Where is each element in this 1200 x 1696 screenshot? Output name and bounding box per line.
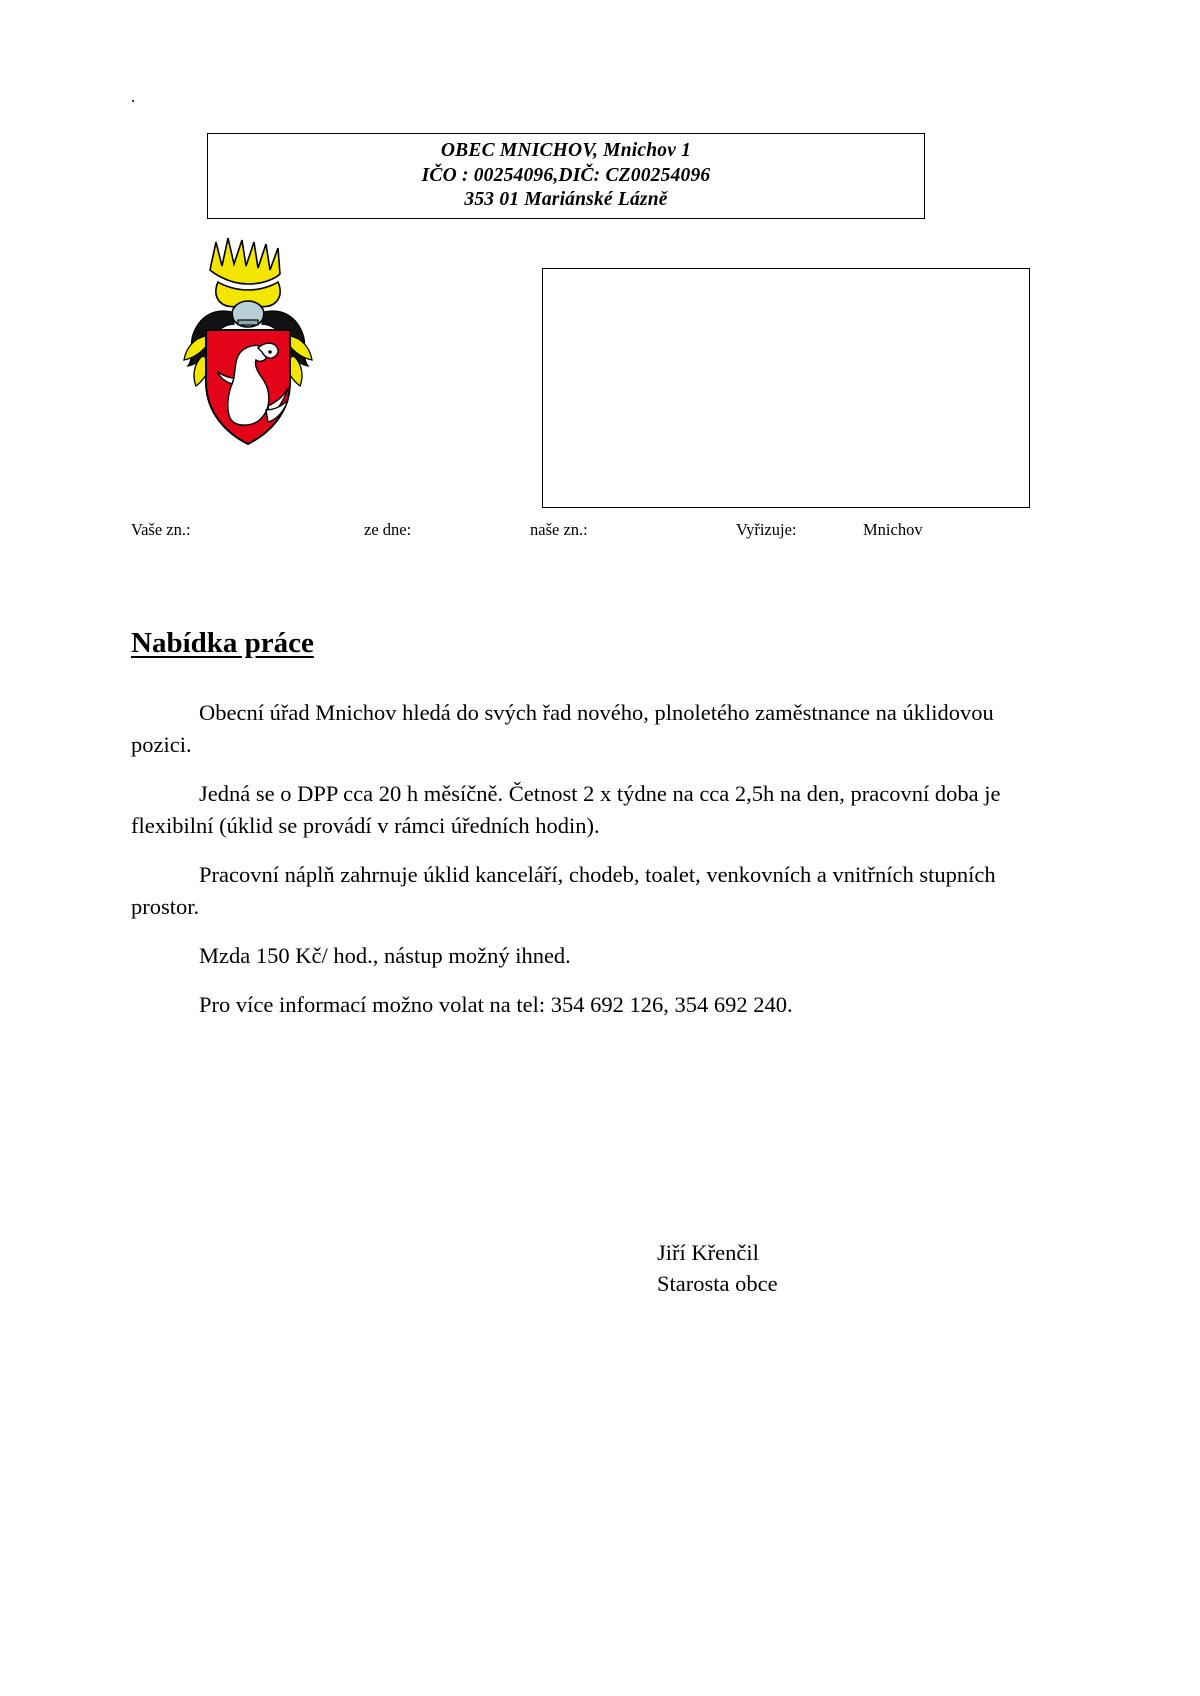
stray-dot-mark: . (131, 87, 136, 106)
letterhead-line-postal: 353 01 Mariánské Lázně (464, 189, 668, 211)
letterhead-line-ids: IČO : 00254096,DIČ: CZ00254096 (421, 164, 711, 186)
your-reference-label: Vaše zn.: (131, 520, 191, 539)
signatory-name: Jiří Křenčil (657, 1240, 759, 1265)
handled-by-label: Vyřizuje: (736, 520, 797, 539)
body-paragraph-2: Jedná se o DPP cca 20 h měsíčně. Četnost 2 x týdne na cca 2,5h na den, pracovní doba je flexibilní (úklid se provádí v rámci úředních hodin). (131, 780, 1001, 838)
page-title: Nabídka práce (131, 627, 314, 660)
place-value: Mnichov (863, 520, 923, 539)
addressee-box (542, 268, 1030, 508)
letterhead-box (207, 133, 925, 219)
date-label: ze dne: (364, 520, 412, 539)
letterhead-line-municipality: OBEC MNICHOV, Mnichov 1 (440, 140, 692, 162)
reference-line (131, 520, 1071, 542)
document-body (131, 697, 1021, 1038)
signature-block (657, 1237, 778, 1299)
body-paragraph-4: Mzda 150 Kč/ hod., nástup možný ihned. (199, 942, 571, 968)
body-paragraph-1: Obecní úřad Mnichov hledá do svých řad nového, plnoletého zaměstnance na úklidovou pozici. (131, 700, 994, 757)
signatory-position: Starosta obce (657, 1271, 778, 1297)
our-reference-label: naše zn.: (530, 520, 588, 539)
coat-of-arms-emblem (172, 232, 324, 450)
body-paragraph-5: Pro více informací možno volat na tel: 354 692 126, 354 692 240. (199, 991, 793, 1017)
body-paragraph-3: Pracovní náplň zahrnuje úklid kanceláří, chodeb, toalet, venkovních a vnitřních stupních prostor. (131, 861, 996, 919)
